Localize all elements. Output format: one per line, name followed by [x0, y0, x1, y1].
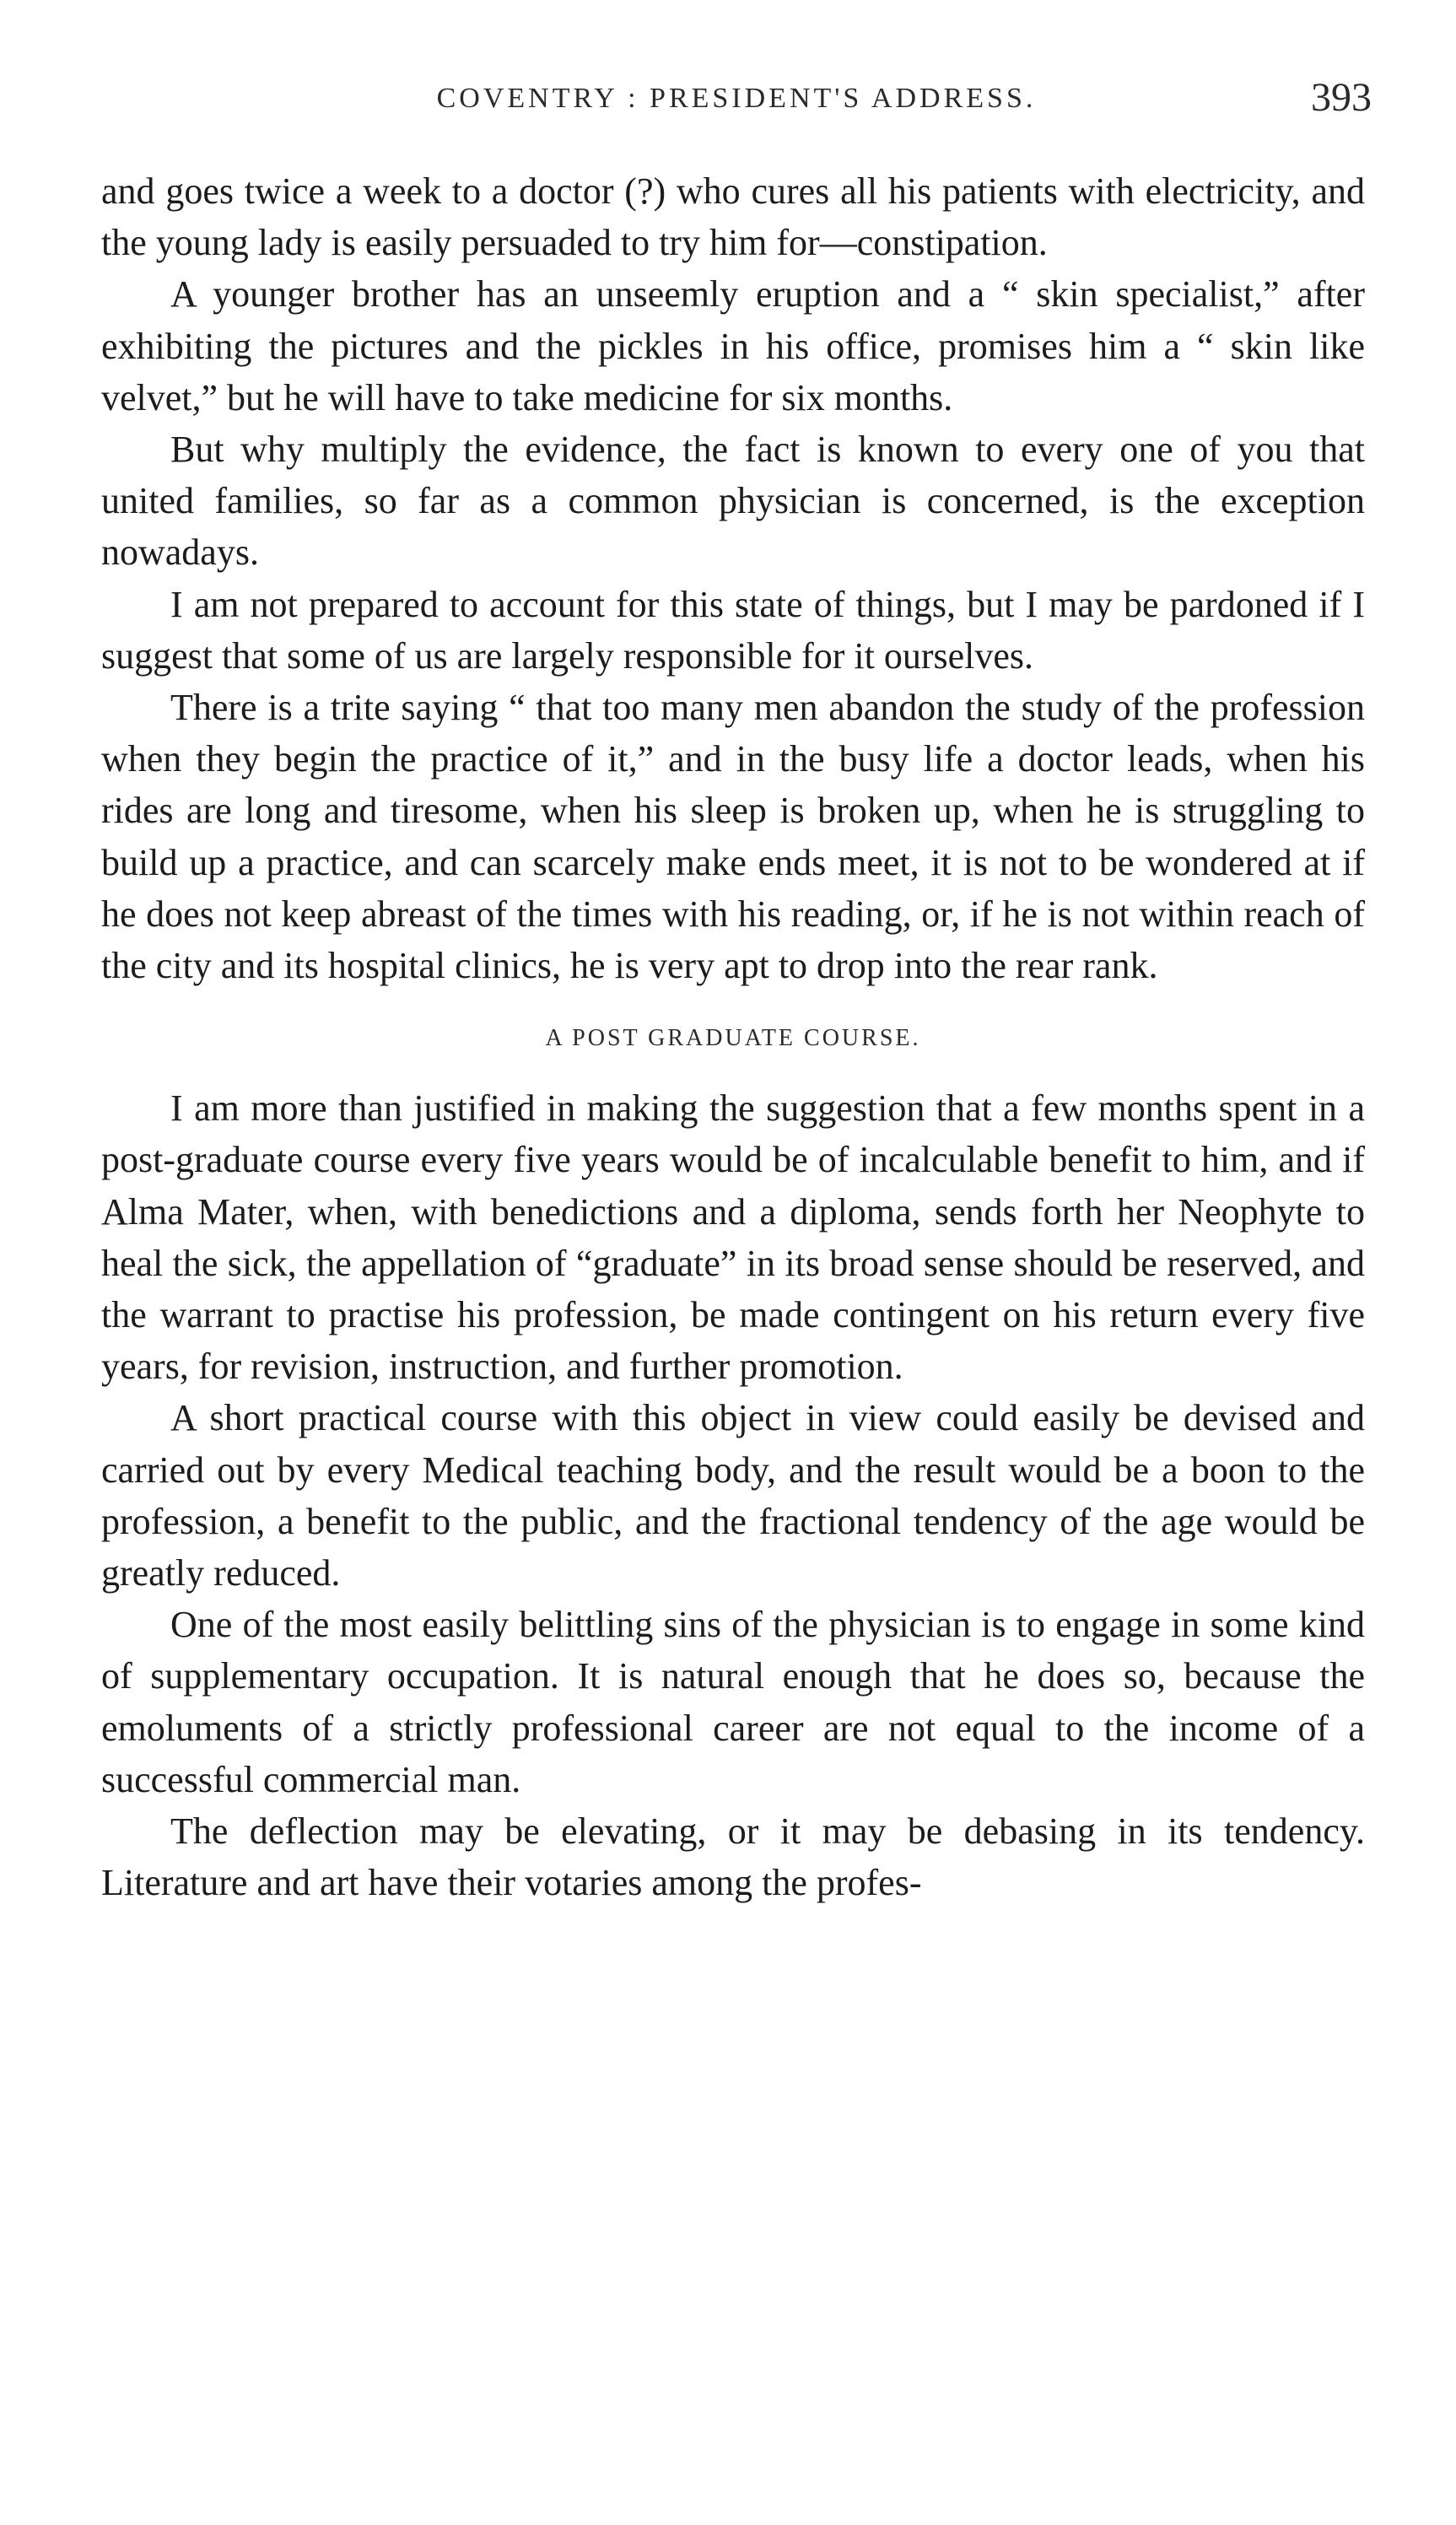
paragraph: A younger brother has an unseemly eruption and a “ skin specialist,” after exhibiting the pictures and the pickles in his office, promises him a “ skin like velvet,” but he will have to take medicine for six months.	[101, 273, 1365, 418]
running-header	[101, 74, 1372, 125]
body-text	[101, 165, 1365, 1909]
running-title: COVENTRY : PRESIDENT'S ADDRESS.	[436, 83, 1037, 114]
paragraph: The deflection may be elevating, or it may be debasing in its tendency. Literature and art have their votaries among the profes-	[101, 1810, 1365, 1904]
section-heading: A POST GRADUATE COURSE.	[545, 1025, 921, 1052]
paragraph: But why multiply the evidence, the fact is known to every one of you that united families, so far as a common physician is concerned, is the exception nowadays.	[101, 429, 1365, 574]
paragraph: A short practical course with this object in view could easily be devised and carried out by every Medical teaching body, and the result would be a boon to the profession, a benefit to the public, and the fractional tendency of the age would be greatly reduced.	[101, 1397, 1365, 1594]
paragraph: I am more than justified in making the suggestion that a few months spent in a post-graduate course every five years would be of incalculable benefit to him, and if Alma Mater, when, with benedictions and a diploma, sends forth her Neophyte to heal the sick, the appellation of “graduate” in its broad sense should be reserved, and the warrant to practise his profession, be made contingent on his return every five years, for revision, instruction, and further promotion.	[101, 1087, 1365, 1388]
paragraph: There is a trite saying “ that too many men abandon the study of the profession when they begin the practice of it,” and in the busy life a doctor leads, when his rides are long and tiresome, when his sleep is broken up, when he is struggling to build up a practice, and can scarcely make ends meet, it is not to be wondered at if he does not keep abreast of the times with his reading, or, if he is not within reach of the city and its hospital clinics, he is very apt to drop into the rear rank.	[101, 687, 1365, 987]
paragraph: One of the most easily belittling sins of the physician is to engage in some kind of supplementary occupation. It is natural enough that he does so, because the emoluments of a strictly professional career are not equal to the income of a successful commercial man.	[101, 1604, 1365, 1800]
paragraph: I am not prepared to account for this state of things, but I may be pardoned if I suggest that some of us are largely responsible for it ourselves.	[101, 583, 1365, 677]
page-number: 393	[1311, 75, 1372, 120]
paragraph-continuation: and goes twice a week to a doctor (?) who cures all his patients with electricity, and the young lady is easily persuaded to try him for—constipation.	[101, 170, 1365, 264]
